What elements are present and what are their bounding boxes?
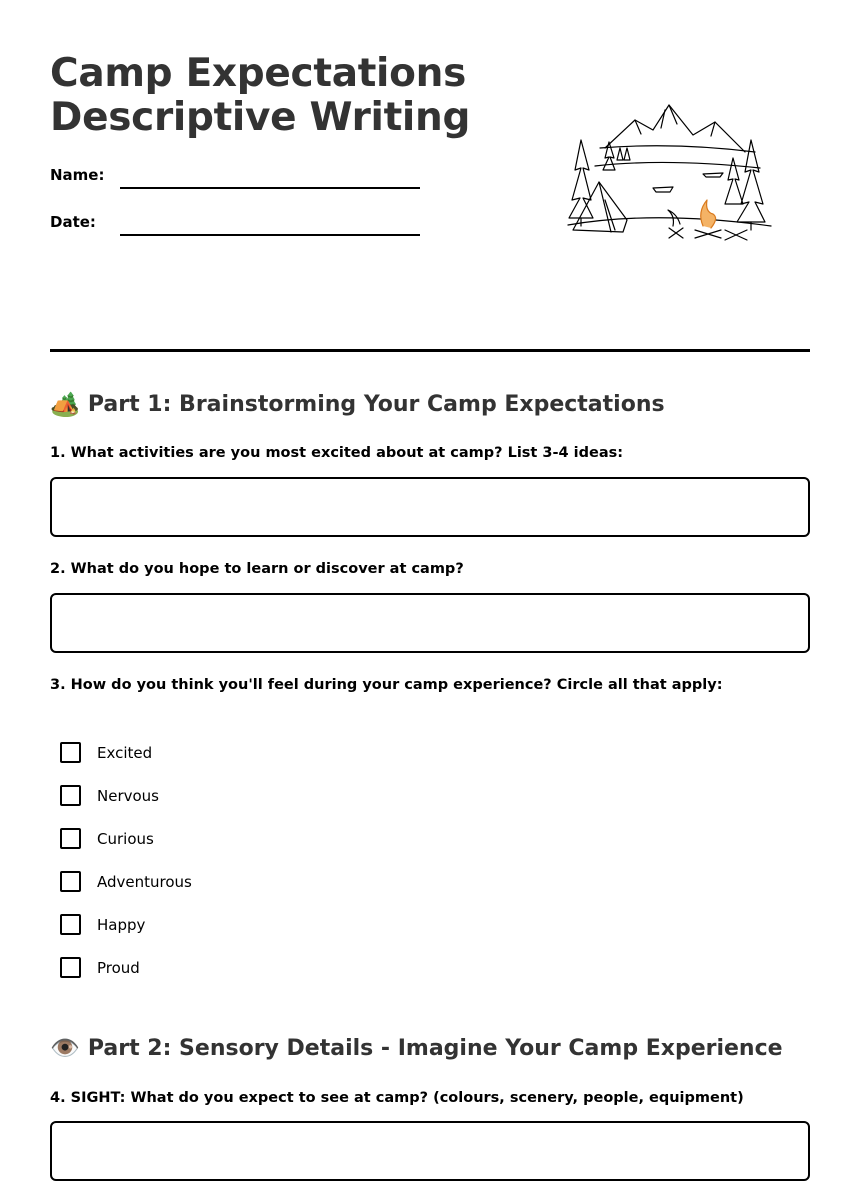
page-title <box>50 52 470 140</box>
checkbox[interactable] <box>60 871 81 892</box>
part-1-heading-text: Part 1: Brainstorming Your Camp Expectations <box>87 391 665 417</box>
feeling-label: Excited <box>97 743 153 762</box>
feeling-option-proud[interactable] <box>60 957 140 978</box>
checkbox[interactable] <box>60 785 81 806</box>
answer-box-4[interactable] <box>50 1121 810 1181</box>
title-line-2: Descriptive Writing <box>50 95 471 140</box>
feeling-label: Happy <box>97 915 146 934</box>
camp-scene-illustration <box>565 100 775 250</box>
feeling-label: Proud <box>97 958 140 977</box>
feeling-option-excited[interactable] <box>60 742 152 763</box>
answer-box-2[interactable] <box>50 593 810 653</box>
feeling-option-curious[interactable] <box>60 828 154 849</box>
name-field[interactable] <box>120 187 420 189</box>
question-3: 3. How do you think you'll feel during your camp experience? Circle all that apply: <box>50 677 723 693</box>
answer-box-1[interactable] <box>50 477 810 537</box>
part-2-heading-text: Part 2: Sensory Details - Imagine Your Camp Experience <box>87 1035 783 1061</box>
title-line-1: Camp Expectations <box>50 51 466 96</box>
checkbox[interactable] <box>60 828 81 849</box>
question-4: 4. SIGHT: What do you expect to see at camp? (colours, scenery, people, equipment) <box>50 1090 744 1106</box>
part-2-heading <box>50 1034 783 1062</box>
date-label: Date: <box>50 213 96 231</box>
feeling-label: Nervous <box>97 786 159 805</box>
checkbox[interactable] <box>60 957 81 978</box>
part-1-heading <box>50 390 665 418</box>
checkbox[interactable] <box>60 742 81 763</box>
feeling-label: Curious <box>97 829 154 848</box>
name-label: Name: <box>50 166 105 184</box>
camping-icon: 🏕️ <box>50 390 80 418</box>
question-2: 2. What do you hope to learn or discover at camp? <box>50 561 464 577</box>
feeling-option-nervous[interactable] <box>60 785 159 806</box>
feeling-option-adventurous[interactable] <box>60 871 192 892</box>
question-1: 1. What activities are you most excited about at camp? List 3-4 ideas: <box>50 445 624 461</box>
section-divider <box>50 349 810 352</box>
eye-icon: 👁️ <box>50 1034 80 1062</box>
checkbox[interactable] <box>60 914 81 935</box>
feeling-option-happy[interactable] <box>60 914 145 935</box>
date-field[interactable] <box>120 234 420 236</box>
feeling-label: Adventurous <box>97 872 192 891</box>
